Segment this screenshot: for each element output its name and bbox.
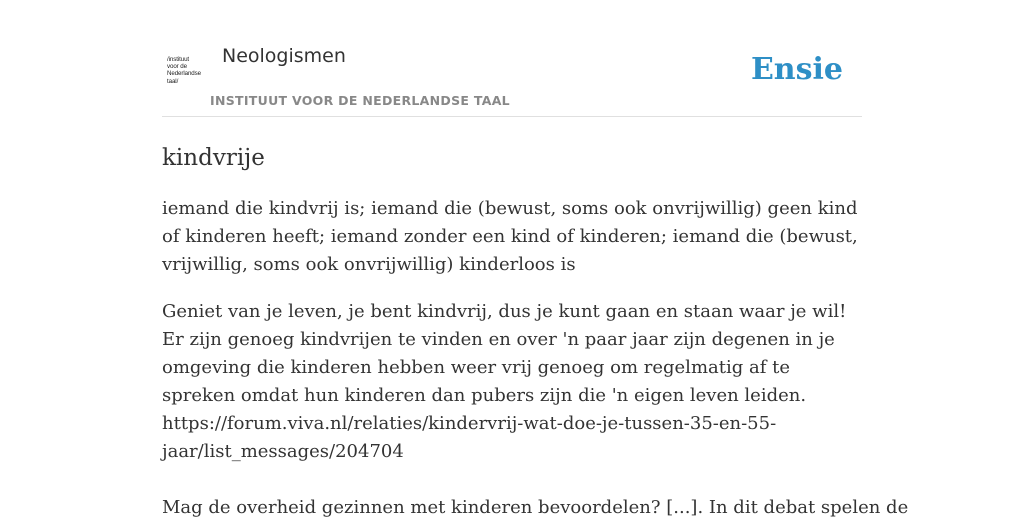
institute-name: INSTITUUT VOOR DE NEDERLANDSE TAAL bbox=[210, 93, 510, 108]
logo-line: /instituut bbox=[167, 56, 190, 63]
example-quote bbox=[162, 298, 862, 466]
entry-definition: iemand die kindvrij is; iemand die (bewust, soms ook onvrijwillig) geen kind of kinderen heeft; iemand zonder een kind of kinderen; iemand die (bewust, vrijwillig, soms ook onvrijwillig) kinderloos is bbox=[162, 198, 858, 275]
logo-line: Nederlandse bbox=[167, 70, 201, 78]
example-quote bbox=[162, 494, 909, 522]
page-content bbox=[162, 0, 909, 522]
example-source-link[interactable]: https://forum.viva.nl/relaties/kindervrij-wat-doe-je-tussen-35-en-55-jaar/list_messages/204704 bbox=[162, 413, 777, 462]
logo-line: voor de bbox=[167, 63, 187, 71]
site-title[interactable]: Neologismen bbox=[222, 45, 346, 67]
example-text: Mag de overheid gezinnen met kinderen bevoordelen? [...]. In dit debat spelen de bbox=[162, 497, 909, 518]
institute-logo[interactable] bbox=[167, 56, 207, 85]
example-text: Geniet van je leven, je bent kindvrij, dus je kunt gaan en staan waar je wil! Er zijn genoeg kindvrijen te vinden en over 'n paar jaar zijn degenen in je omgeving die kinderen hebben weer vrij genoeg om regelmatig af te spreken omdat hun kinderen dan pubers zijn die 'n eigen leven leiden. bbox=[162, 301, 847, 406]
entry-headword: kindvrije bbox=[162, 145, 265, 171]
ensie-logo-link[interactable]: Ensie bbox=[750, 52, 843, 87]
logo-line: taal/ bbox=[167, 77, 179, 85]
site-header bbox=[162, 0, 862, 117]
